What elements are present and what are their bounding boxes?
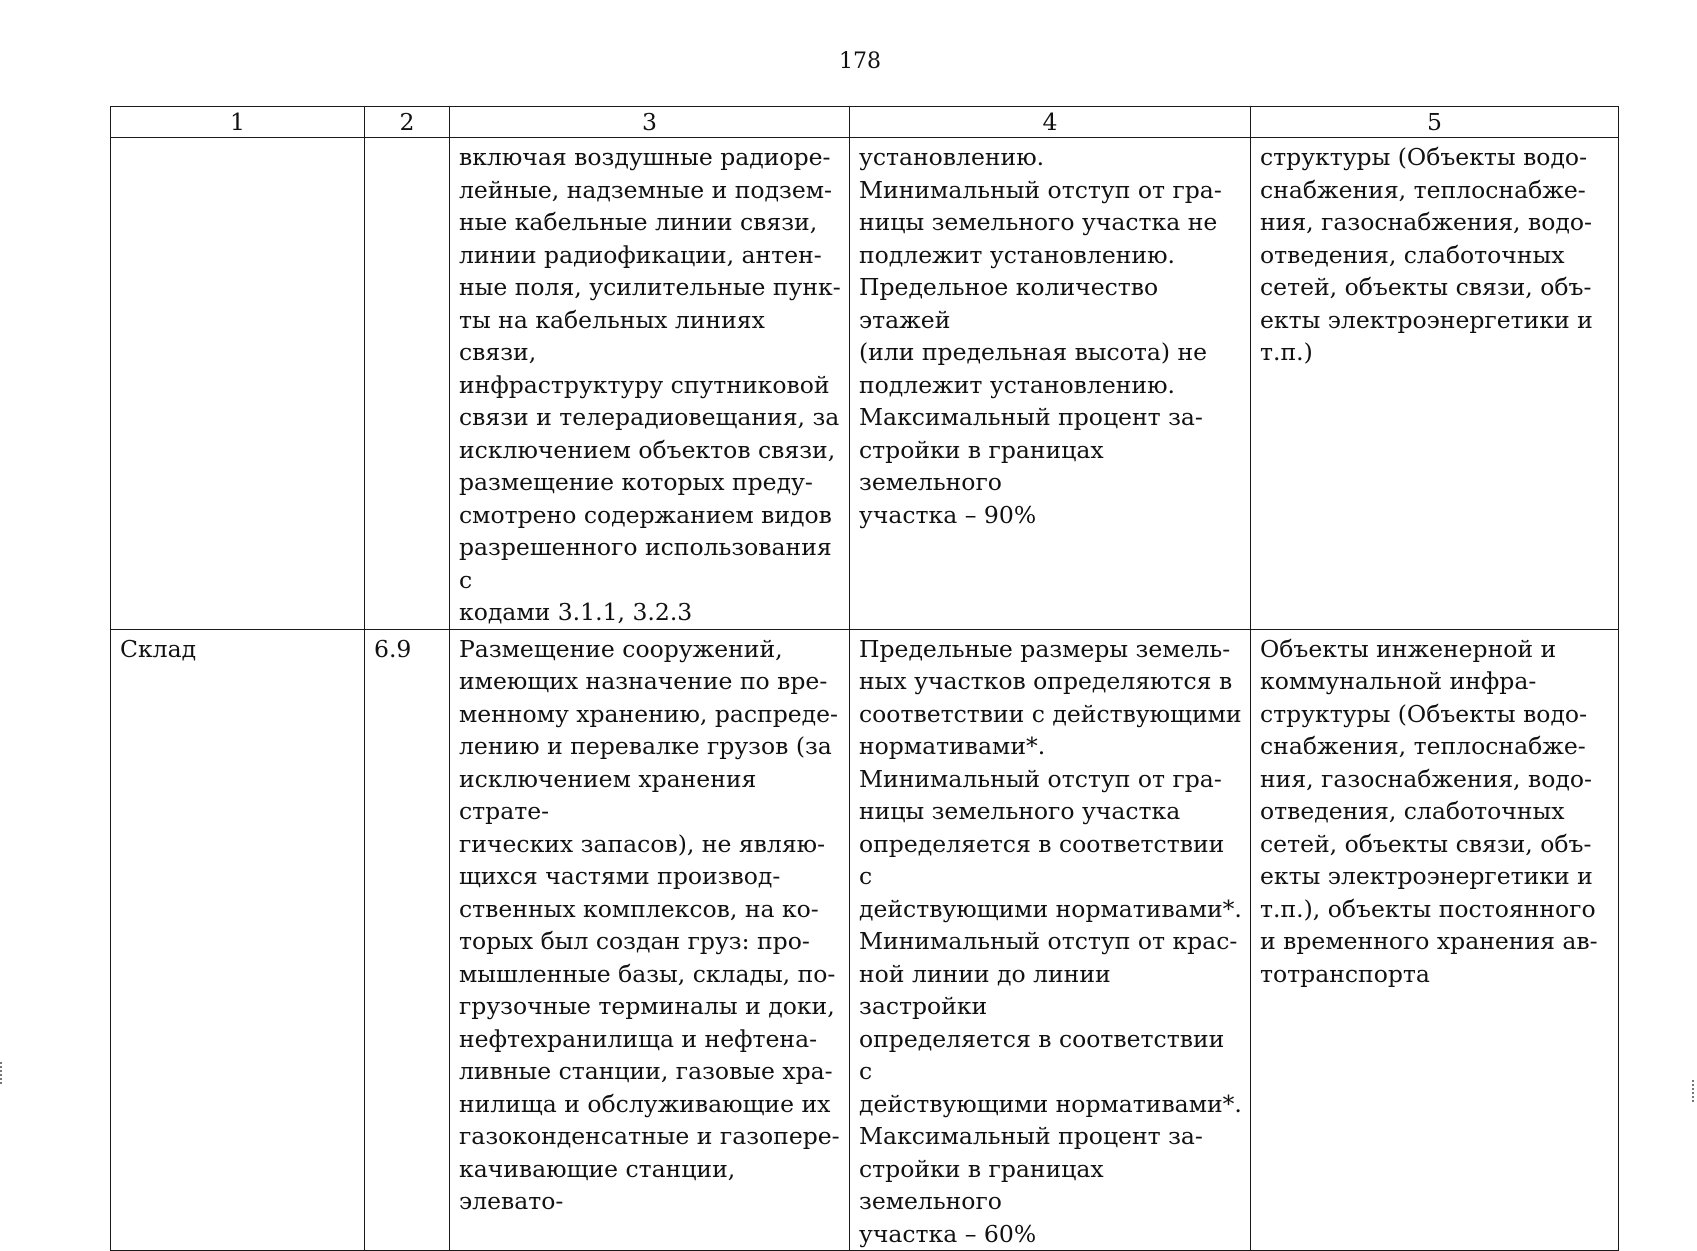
cell-parameters (850, 138, 1251, 630)
auxiliary-text: Объекты инженерной и коммунальной инфра- структуры (Объекты водо- снабжения, теплоснабже- ния, газоснабжения, водо- отведения, слаботочных сетей, объекты связи, объ- екты электроэнергетики и т.п.), объекты постоянного и временного хранения ав- тотранспорта (1260, 634, 1598, 988)
auxiliary-text: структуры (Объекты водо- снабжения, теплоснабже- ния, газоснабжения, водо- отведения, слаботочных сетей, объекты связи, объ- екты электроэнергетики и т.п.) (1260, 143, 1593, 366)
column-header-1: 1 (111, 107, 365, 138)
cell-parameters (850, 629, 1251, 1251)
parameters-text: Предельные размеры земель- ных участков определяются в соответствии с действующими нормативами*. Минимальный отступ от гра- ницы земельного участка определяется в соответствии с действующими нормативами*. Минимальный отступ от крас- ной линии до линии застройки определяется в соответствии с действующими нормативами*. Максимальный процент за- стройки в границах земельного участка – 60% (859, 634, 1242, 1248)
land-use-table (110, 106, 1619, 1251)
cell-use-code (365, 138, 450, 630)
column-header-2: 2 (365, 107, 450, 138)
table-header-row (111, 107, 1619, 138)
cell-use-name (111, 629, 365, 1251)
parameters-text: установлению. Минимальный отступ от гра- ницы земельного участка не подлежит установлению. Предельное количество этажей (или предельная высота) не подлежит установлению. Максимальный процент за- стройки в границах земельного участка – 90% (859, 143, 1222, 529)
cell-auxiliary (1251, 138, 1619, 630)
use-name-text: Склад (120, 634, 197, 663)
left-scan-mark (0, 1062, 4, 1084)
column-header-4: 4 (850, 107, 1251, 138)
table-row (111, 138, 1619, 630)
use-code-text: 6.9 (374, 634, 412, 663)
description-text: Размещение сооружений, имеющих назначение по вре- менному хранению, распреде- лению и перевалке грузов (за исключением хранения страте- гических запасов), не являю- щихся частями производ- ственных комплексов, на ко- торых был создан груз: про- мышленные базы, склады, по- грузочные терминалы и доки, нефтехранилища и нефтена- ливные станции, газовые хра- нилища и обслуживающие их газоконденсатные и газопере- качивающие станции, элевато- (459, 634, 840, 1215)
cell-use-code (365, 629, 450, 1251)
description-text: включая воздушные радиоре- лейные, надземные и подзем- ные кабельные линии связи, линии радиофикации, антен- ные поля, усилительные пунк- ты на кабельных линиях связи, инфраструктуру спутниковой связи и телерадиовещания, за исключением объектов связи, размещение которых преду- смотрено содержанием видов разрешенного использования с кодами 3.1.1, 3.2.3 (459, 143, 841, 626)
cell-use-name (111, 138, 365, 630)
right-scan-mark (1692, 1080, 1696, 1102)
cell-auxiliary (1251, 629, 1619, 1251)
cell-description (450, 138, 850, 630)
table-row (111, 629, 1619, 1251)
page-number: 178 (839, 49, 881, 74)
cell-description (450, 629, 850, 1251)
column-header-3: 3 (450, 107, 850, 138)
column-header-5: 5 (1251, 107, 1619, 138)
